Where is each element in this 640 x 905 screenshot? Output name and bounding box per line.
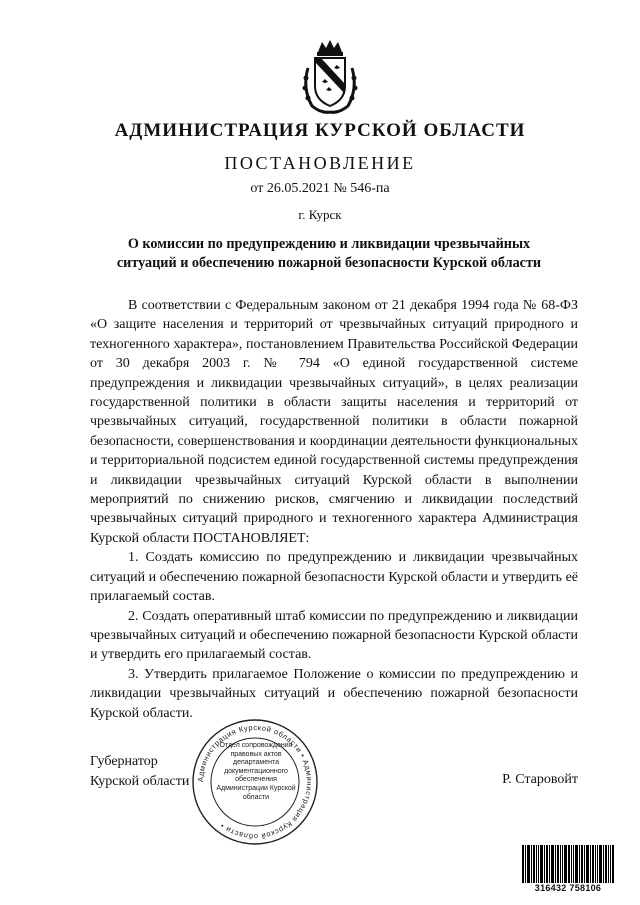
signatory-position (90, 752, 189, 792)
svg-text:Администрация Курской области: Администрация Курской области • Администрация Курской области • (195, 722, 315, 842)
signatory-position-line-1: Губернатор (90, 754, 158, 769)
document-number: от 26.05.2021 № 546-па (250, 181, 390, 196)
stamp-center-text: Отдел сопровождения правовых актов департамента документационного обеспечения Администрации Курской области (216, 742, 296, 801)
document-title-line-2: ситуаций и обеспечению пожарной безопасности Курской области (116, 255, 542, 271)
signatory-position-line-2: Курской области (90, 774, 190, 789)
signatory-name: Р. Старовойт (502, 772, 578, 787)
barcode-icon (522, 845, 614, 883)
preamble-paragraph: В соответствии с Федеральным законом от 21 декабря 1994 года № 68-ФЗ «О защите населения и территорий от чрезвычайных ситуаций природного и техногенного характера», постановлением Правительства Российской Федерации от 30 декабря 2003 г. № 794 «О единой государственной системе предупреждения и ликвидации чрезвычайных ситуаций», в целях реализации государственной политики в области защиты населения и территорий от чрезвычайных ситуаций, государственной политики в области пожарной безопасности, совершенствования и координации деятельности функциональных и территориальной подсистем единой государственной системы предупреждения и ликвидации чрезвычайных ситуаций Курской области в выполнении мероприятий по снижению рисков, смягчению и ликвидации последствий чрезвычайных ситуаций природного и техногенного характера Администрация Курской области ПОСТАНОВЛЯЕТ: (90, 298, 578, 546)
barcode-number: 316432 758106 (534, 883, 602, 893)
item-2-paragraph: 2. Создать оперативный штаб комиссии по предупреждению и ликвидации чрезвычайных ситуаций и обеспечению пожарной безопасности Курской области и утвердить его прилагаемый состав. (90, 608, 578, 663)
document-title-line-1: О комиссии по предупреждению и ликвидации чрезвычайных (127, 236, 531, 252)
document-type: ПОСТАНОВЛЕНИЕ (224, 153, 416, 173)
item-3-paragraph: 3. Утвердить прилагаемое Положение о комиссии по предупреждению и ликвидации чрезвычайных ситуаций и обеспечению пожарной безопасности Курской области. (90, 666, 578, 721)
item-1-paragraph: 1. Создать комиссию по предупреждению и ликвидации чрезвычайных ситуаций и обеспечению пожарной безопасности Курской области и утвердить её прилагаемый состав. (90, 550, 578, 605)
document-title (90, 235, 568, 273)
coat-of-arms-icon (300, 38, 360, 116)
document-body (90, 296, 578, 723)
document-city: г. Курск (298, 207, 342, 222)
organization-name: АДМИНИСТРАЦИЯ КУРСКОЙ ОБЛАСТИ (114, 120, 526, 141)
